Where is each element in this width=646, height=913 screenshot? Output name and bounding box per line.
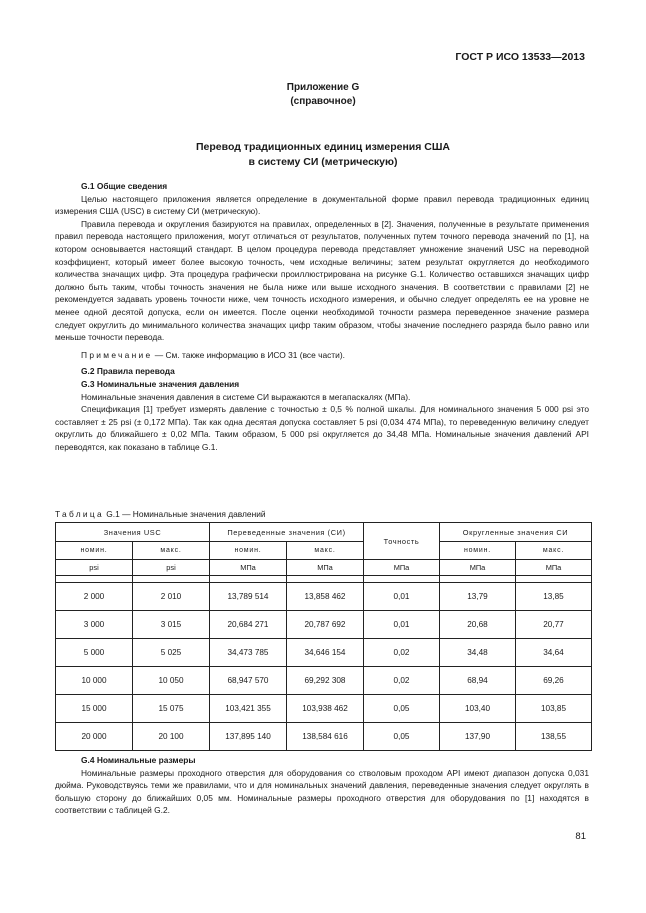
unit-cell: psi: [133, 560, 210, 576]
note-text: — См. также информацию в ИСО 31 (все части).: [152, 349, 345, 360]
cell-si-max: 103,938 462: [287, 695, 364, 723]
g4-paragraph-1: Номинальные размеры проходного отверстия для оборудования со стволовым проходом API имеют диапазон допуска 0,031 дюйма. Руководствуясь теми же правилами, что и для номинальных значений давления, переведенные значения следует округлять в большую сторону до ближайших 0,05 мм. Номинальные размеры проходного отверстия для оборудования по [1] находятся в соответствии с таблицей G.2.: [55, 767, 589, 816]
note-label: Примечание: [81, 349, 153, 360]
unit-cell: psi: [56, 560, 133, 576]
table-row: [56, 583, 592, 611]
cell-usc-max: 20 100: [133, 723, 210, 751]
cell-si-nom: 20,684 271: [210, 611, 287, 639]
spacer-cell: [287, 576, 364, 583]
cell-usc-nom: 3 000: [56, 611, 133, 639]
g1-paragraph-2: Правила перевода и округления базируются на правилах, определенных в [2]. Значения, полученные в результате применения правил перевода настоящего приложения, могут отличаться от результатов, полученных путем точного перевода значений по [1], на котором основывается настоящий стандарт. В целом процедура перевода представляет умножение значений USC на переводной коэффициент, который имеет более высокую точность, чем исходные величины; затем результат округляется до необходимого количества значащих цифр. Эта процедура графически проиллюстрирована на рисунке G.1. Количество оставшихся значащих цифр должно быть таким, чтобы точность значения не была ниже или выше исходного значения. В соответствии с правилами [2] не рекомендуется задавать уровень точности ниже, чем точность исходного измерения, и обычно следует определять ее на уровне не менее одной десятой допуска, если он имеется. После оценки необходимой точности размера переведенное значение размера следует округлить до минимального количества значащих цифр таким образом, чтобы значение последнего разряда было равно или меньше точности перевода.: [55, 218, 589, 343]
table-row: [56, 639, 592, 667]
pressure-table: [55, 522, 592, 751]
section-title-line1: Перевод традиционных единиц измерения США: [195, 141, 451, 153]
cell-si-nom: 103,421 355: [210, 695, 287, 723]
cell-accuracy: 0,05: [364, 723, 440, 751]
heading-g2: G.2 Правила перевода: [81, 366, 175, 377]
cell-rounded-nom: 34,48: [440, 639, 516, 667]
cell-si-nom: 137,895 140: [210, 723, 287, 751]
g3-paragraph-2: Спецификация [1] требует измерять давление с точностью ± 0,5 % полной шкалы. Для номинального значения 5 000 psi это составляет ± 25 psi (± 0,172 МПа). Так как одна десятая допуска составляет 5 psi (0,034 474 МПа), то переведенную величину следует округлить до ближайшего ± 0,02 МПа. Таким образом, 5 000 psi округляется до 34,48 МПа. Номинальные значения давлений API переводятся, как показано в таблице G.1.: [55, 404, 589, 452]
cell-si-max: 20,787 692: [287, 611, 364, 639]
cell-rounded-max: 34,64: [516, 639, 592, 667]
header-accuracy: Точность: [364, 523, 440, 560]
cell-si-max: 138,584 616: [287, 723, 364, 751]
unit-cell: МПа: [210, 560, 287, 576]
cell-rounded-max: 13,85: [516, 583, 592, 611]
cell-usc-max: 2 010: [133, 583, 210, 611]
page-number: 81: [575, 831, 586, 842]
sub-max: макс.: [516, 542, 592, 560]
cell-rounded-max: 138,55: [516, 723, 592, 751]
cell-si-nom: 68,947 570: [210, 667, 287, 695]
table-caption-label: Таблица: [55, 509, 104, 519]
annex-subtitle: (справочное): [290, 96, 356, 107]
cell-accuracy: 0,01: [364, 583, 440, 611]
heading-g1: G.1 Общие сведения: [81, 181, 168, 191]
header-usc: Значения USC: [56, 523, 210, 542]
cell-accuracy: 0,01: [364, 611, 440, 639]
spacer-cell: [56, 576, 133, 583]
spacer-cell: [364, 576, 440, 583]
g1-note: [55, 349, 589, 362]
unit-cell: МПа: [440, 560, 516, 576]
cell-accuracy: 0,02: [364, 639, 440, 667]
cell-usc-nom: 5 000: [56, 639, 133, 667]
spacer-cell: [440, 576, 516, 583]
cell-rounded-nom: 20,68: [440, 611, 516, 639]
table-caption: [55, 509, 266, 519]
cell-rounded-max: 20,77: [516, 611, 592, 639]
unit-cell: МПа: [287, 560, 364, 576]
cell-si-max: 69,292 308: [287, 667, 364, 695]
cell-usc-max: 10 050: [133, 667, 210, 695]
cell-rounded-max: 69,26: [516, 667, 592, 695]
text-block-g4: [55, 754, 589, 817]
spacer-cell: [516, 576, 592, 583]
cell-si-max: 34,646 154: [287, 639, 364, 667]
table-row: [56, 667, 592, 695]
cell-usc-max: 3 015: [133, 611, 210, 639]
g3-paragraph-1: Номинальные значения давления в системе СИ выражаются в мегапаскалях (МПа).: [81, 391, 411, 402]
sub-max: макс.: [133, 542, 210, 560]
table-separator-row: [56, 576, 592, 583]
cell-usc-nom: 10 000: [56, 667, 133, 695]
standard-code: ГОСТ Р ИСО 13533—2013: [455, 51, 585, 63]
text-block-g1-g3: [55, 180, 589, 453]
cell-usc-max: 5 025: [133, 639, 210, 667]
cell-rounded-nom: 137,90: [440, 723, 516, 751]
unit-cell: МПа: [516, 560, 592, 576]
cell-accuracy: 0,02: [364, 667, 440, 695]
table-row: [56, 695, 592, 723]
spacer-cell: [133, 576, 210, 583]
spacer-cell: [210, 576, 287, 583]
table-header-sub: [56, 542, 592, 560]
cell-si-max: 13,858 462: [287, 583, 364, 611]
header-rounded: Округленные значения СИ: [440, 523, 592, 542]
cell-usc-nom: 20 000: [56, 723, 133, 751]
sub-min: номин.: [56, 542, 133, 560]
g1-paragraph-1: Целью настоящего приложения является определение в документальной форме правил перевода традиционных единиц измерения США (USC) в систему СИ (метрическую).: [55, 193, 589, 217]
cell-rounded-nom: 68,94: [440, 667, 516, 695]
cell-usc-nom: 2 000: [56, 583, 133, 611]
heading-g3: G.3 Номинальные значения давления: [81, 378, 240, 389]
table-row: [56, 611, 592, 639]
annex-heading: [0, 81, 646, 109]
sub-max: макс.: [287, 542, 364, 560]
table-header-units: [56, 560, 592, 576]
table-caption-text: G.1 — Номинальные значения давлений: [103, 509, 266, 519]
heading-g4: G.4 Номинальные размеры: [81, 755, 196, 765]
section-title: [0, 140, 646, 170]
annex-title: Приложение G: [286, 82, 360, 93]
cell-accuracy: 0,05: [364, 695, 440, 723]
cell-rounded-nom: 103,40: [440, 695, 516, 723]
sub-min: номин.: [440, 542, 516, 560]
table-header-groups: [56, 523, 592, 542]
cell-usc-nom: 15 000: [56, 695, 133, 723]
cell-rounded-nom: 13,79: [440, 583, 516, 611]
cell-si-nom: 13,789 514: [210, 583, 287, 611]
cell-usc-max: 15 075: [133, 695, 210, 723]
section-title-line2: в систему СИ (метрическую): [248, 156, 398, 168]
table-row: [56, 723, 592, 751]
sub-min: номин.: [210, 542, 287, 560]
cell-si-nom: 34,473 785: [210, 639, 287, 667]
cell-rounded-max: 103,85: [516, 695, 592, 723]
unit-cell: МПа: [364, 560, 440, 576]
header-si: Переведенные значения (СИ): [210, 523, 364, 542]
